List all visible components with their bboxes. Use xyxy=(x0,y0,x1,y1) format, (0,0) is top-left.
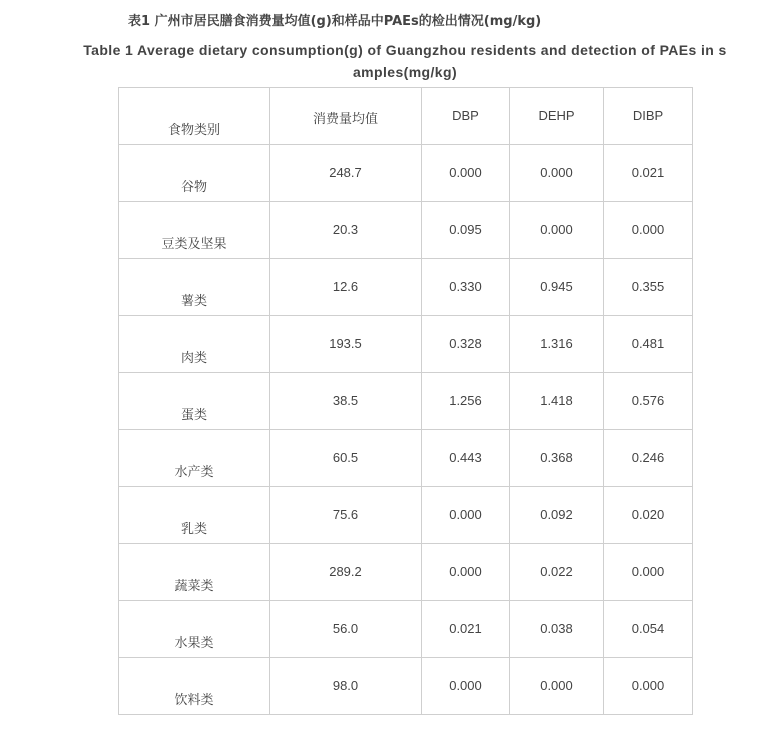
cell-consumption-mean: 193.5 xyxy=(270,316,422,373)
cell-dibp: 0.355 xyxy=(604,259,693,316)
cell-food-category: 水果类 xyxy=(119,601,270,658)
cell-food-category: 豆类及坚果 xyxy=(119,202,270,259)
cell-dibp: 0.021 xyxy=(604,145,693,202)
cell-consumption-mean: 56.0 xyxy=(270,601,422,658)
table-title-chinese: 表1 广州市居民膳食消费量均值(g)和样品中PAEs的检出情况(mg/kg) xyxy=(128,14,542,29)
header-dibp: DIBP xyxy=(604,88,693,145)
cell-dehp: 0.022 xyxy=(510,544,604,601)
header-dehp: DEHP xyxy=(510,88,604,145)
cell-consumption-mean: 20.3 xyxy=(270,202,422,259)
cell-dbp: 1.256 xyxy=(422,373,510,430)
cell-dehp: 0.038 xyxy=(510,601,604,658)
cell-dbp: 0.328 xyxy=(422,316,510,373)
table-row xyxy=(119,259,693,316)
cell-dehp: 1.418 xyxy=(510,373,604,430)
cell-food-category: 薯类 xyxy=(119,259,270,316)
header-dbp: DBP xyxy=(422,88,510,145)
cell-dehp: 0.000 xyxy=(510,202,604,259)
cell-dbp: 0.000 xyxy=(422,658,510,715)
table-row xyxy=(119,145,693,202)
cell-dehp: 0.092 xyxy=(510,487,604,544)
cell-dibp: 0.000 xyxy=(604,658,693,715)
header-food-category: 食物类别 xyxy=(119,88,270,145)
cell-dbp: 0.095 xyxy=(422,202,510,259)
table-row xyxy=(119,316,693,373)
cell-consumption-mean: 75.6 xyxy=(270,487,422,544)
table-row xyxy=(119,202,693,259)
table-row xyxy=(119,430,693,487)
cell-food-category: 饮料类 xyxy=(119,658,270,715)
table-row xyxy=(119,658,693,715)
cell-food-category: 肉类 xyxy=(119,316,270,373)
cell-food-category: 乳类 xyxy=(119,487,270,544)
cell-dehp: 0.368 xyxy=(510,430,604,487)
header-consumption-mean: 消费量均值 xyxy=(270,88,422,145)
cell-dibp: 0.054 xyxy=(604,601,693,658)
table-title-english: Table 1 Average dietary consumption(g) of Guangzhou residents and detection of PAEs in samples(mg/kg) xyxy=(83,42,727,80)
table-row xyxy=(119,373,693,430)
cell-dbp: 0.021 xyxy=(422,601,510,658)
cell-food-category: 蔬菜类 xyxy=(119,544,270,601)
cell-dbp: 0.330 xyxy=(422,259,510,316)
cell-food-category: 蛋类 xyxy=(119,373,270,430)
table-row xyxy=(119,544,693,601)
table-row xyxy=(119,487,693,544)
cell-consumption-mean: 248.7 xyxy=(270,145,422,202)
cell-dbp: 0.000 xyxy=(422,145,510,202)
cell-dibp: 0.000 xyxy=(604,202,693,259)
cell-dehp: 1.316 xyxy=(510,316,604,373)
cell-consumption-mean: 12.6 xyxy=(270,259,422,316)
cell-dbp: 0.443 xyxy=(422,430,510,487)
cell-dibp: 0.000 xyxy=(604,544,693,601)
cell-dbp: 0.000 xyxy=(422,544,510,601)
cell-dibp: 0.481 xyxy=(604,316,693,373)
cell-dehp: 0.945 xyxy=(510,259,604,316)
cell-food-category: 水产类 xyxy=(119,430,270,487)
table-row xyxy=(119,601,693,658)
cell-food-category: 谷物 xyxy=(119,145,270,202)
cell-dibp: 0.246 xyxy=(604,430,693,487)
header-row xyxy=(119,88,693,145)
cell-dehp: 0.000 xyxy=(510,145,604,202)
consumption-table xyxy=(118,87,693,715)
cell-consumption-mean: 60.5 xyxy=(270,430,422,487)
cell-dibp: 0.576 xyxy=(604,373,693,430)
cell-dibp: 0.020 xyxy=(604,487,693,544)
cell-dehp: 0.000 xyxy=(510,658,604,715)
cell-dbp: 0.000 xyxy=(422,487,510,544)
cell-consumption-mean: 98.0 xyxy=(270,658,422,715)
cell-consumption-mean: 289.2 xyxy=(270,544,422,601)
cell-consumption-mean: 38.5 xyxy=(270,373,422,430)
